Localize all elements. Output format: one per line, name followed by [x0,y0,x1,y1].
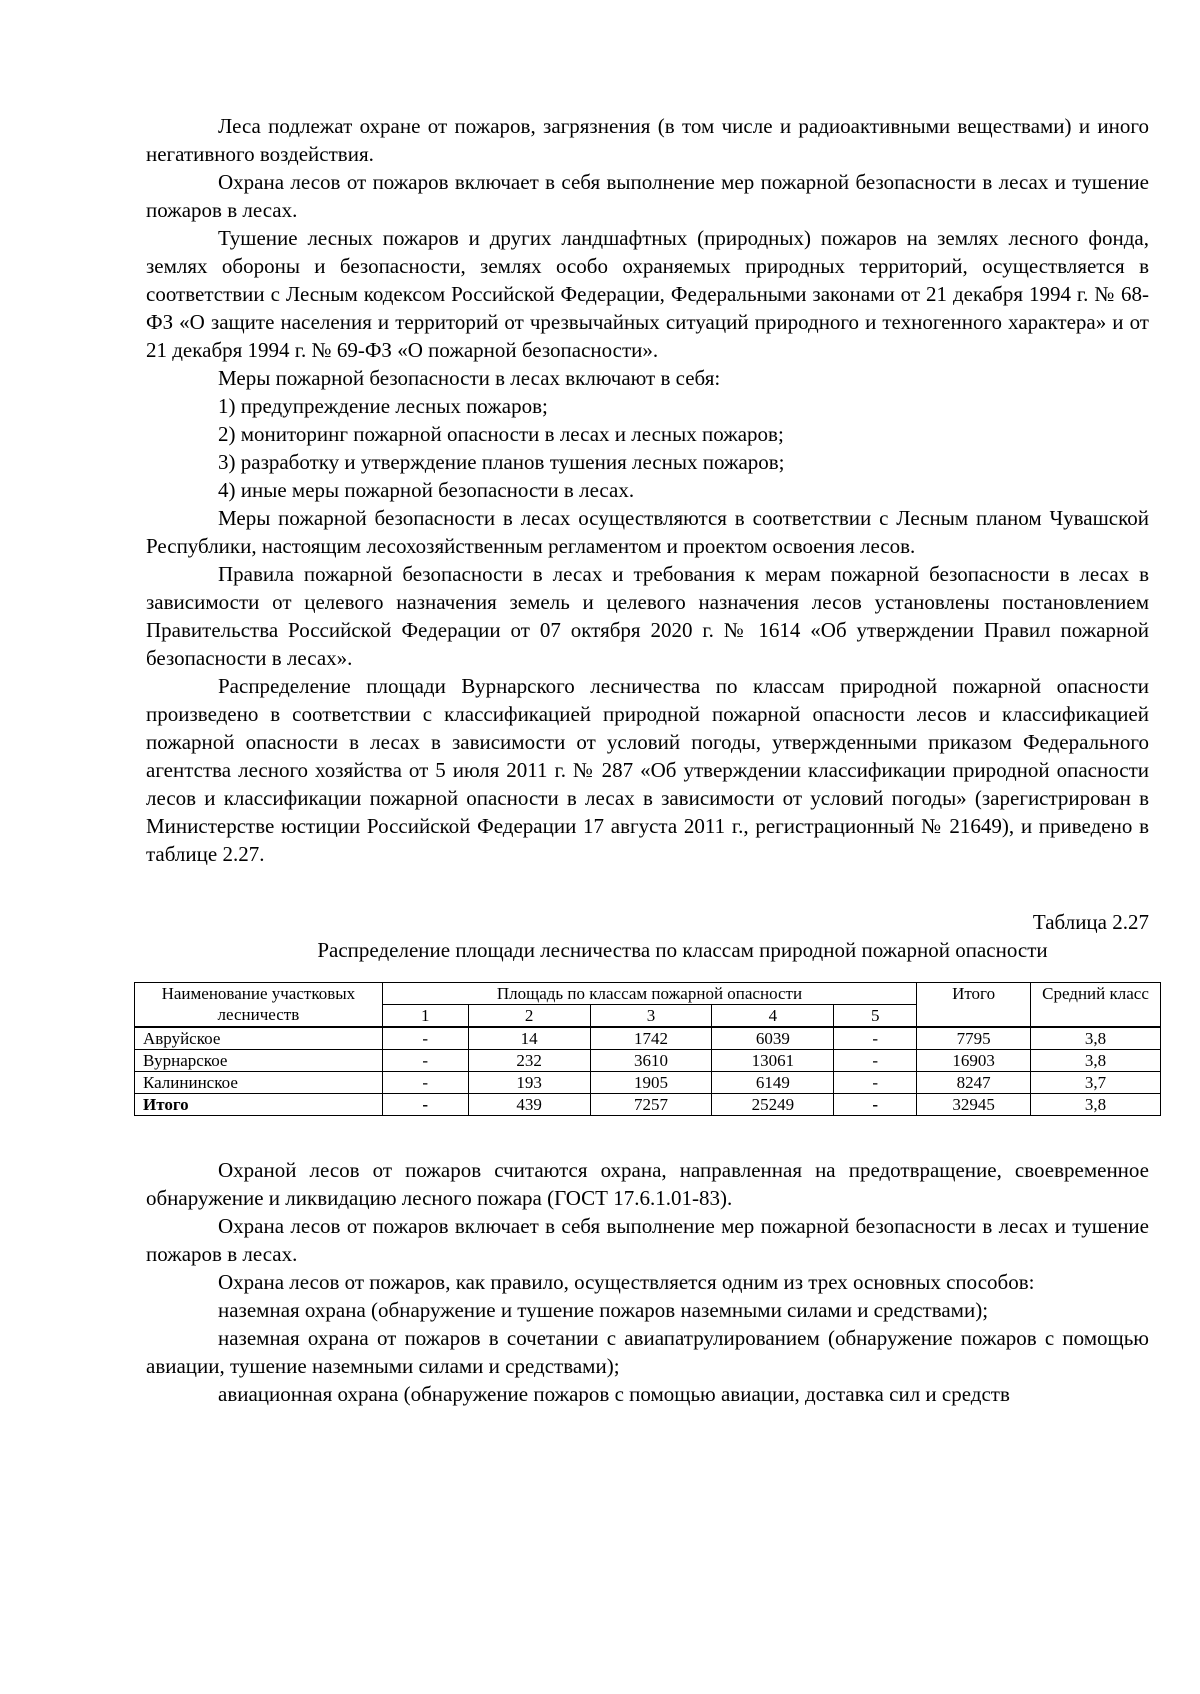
cell: - [382,1050,468,1072]
paragraph: Меры пожарной безопасности в лесах включают в себя: [218,366,721,390]
cell: - [382,1028,468,1050]
paragraph: наземная охрана (обнаружение и тушение пожаров наземными силами и средствами); [218,1298,989,1322]
list-item: 3) разработку и утверждение планов тушения лесных пожаров; [218,450,785,474]
cell: 439 [468,1094,590,1116]
paragraph: наземная охрана от пожаров в сочетании с авиапатрулированием (обнаружение пожаров с помощью авиации, тушение наземными силами и средствами); [146,1326,1149,1378]
paragraph: авиационная охрана (обнаружение пожаров с помощью авиации, доставка сил и средств [218,1382,1010,1406]
table-row [135,1072,1161,1094]
paragraph: Охрана лесов от пожаров включает в себя выполнение мер пожарной безопасности в лесах и тушение пожаров в лесах. [146,1214,1149,1266]
paragraph: Распределение площади Вурнарского лесничества по классам природной пожарной опасности произведено в соответствии с классификацией природной пожарной опасности лесов и классификацией пожарной опасности в лесах в зависимости от условий погоды, утвержденными приказом Федерального агентства лесного хозяйства от 5 июля 2011 г. № 287 «Об утверждении классификации природной опасности лесов и классификации пожарной опасности в лесах в зависимости от условий погоды» (зарегистрирован в Министерстве юстиции Российской Федерации 17 августа 2011 г., регистрационный № 21649), и приведено в таблице 2.27. [146,674,1149,866]
paragraph: Меры пожарной безопасности в лесах осуществляются в соответствии с Лесным планом Чувашской Республики, настоящим лесохозяйственным регламентом и проектом освоения лесов. [146,506,1149,558]
cell-avg: 3,7 [1031,1072,1161,1094]
cell: 232 [468,1050,590,1072]
header-class: 1 [382,1005,468,1027]
cell: 1905 [590,1072,712,1094]
cell-avg: 3,8 [1031,1050,1161,1072]
cell-avg: 3,8 [1031,1028,1161,1050]
cell-total: 32945 [917,1094,1031,1116]
table-row [135,1028,1161,1050]
header-total: Итого [917,983,1031,1027]
cell: - [834,1072,917,1094]
header-area-group: Площадь по классам пожарной опасности [382,983,916,1005]
header-class: 2 [468,1005,590,1027]
cell: - [834,1050,917,1072]
cell-total: 16903 [917,1050,1031,1072]
paragraph: Охрана лесов от пожаров, как правило, осуществляется одним из трех основных способов: [218,1270,1035,1294]
table-total-row [135,1094,1161,1116]
paragraph: Охрана лесов от пожаров включает в себя выполнение мер пожарной безопасности в лесах и тушение пожаров в лесах. [146,170,1149,222]
header-class: 3 [590,1005,712,1027]
table-header-row [135,983,1161,1005]
cell: 193 [468,1072,590,1094]
paragraph: Леса подлежат охране от пожаров, загрязнения (в том числе и радиоактивными веществами) и иного негативного воздействия. [146,114,1149,166]
list-item: 2) мониторинг пожарной опасности в лесах и лесных пожаров; [218,422,784,446]
cell-total: 7795 [917,1028,1031,1050]
header-name: Наименование участковых лесничеств [135,983,383,1027]
cell: 1742 [590,1028,712,1050]
section-after-table [146,1156,1149,1408]
cell: 6149 [712,1072,834,1094]
paragraph: Охраной лесов от пожаров считаются охрана, направленная на предотвращение, своевременное обнаружение и ликвидацию лесного пожара (ГОСТ 17.6.1.01-83). [146,1158,1149,1210]
table-number: Таблица 2.27 [1032,910,1149,934]
row-name: Вурнарское [135,1050,383,1072]
cell: - [834,1094,917,1116]
list-item: 4) иные меры пожарной безопасности в лесах. [218,478,635,502]
cell: 7257 [590,1094,712,1116]
cell-avg: 3,8 [1031,1094,1161,1116]
cell: 6039 [712,1028,834,1050]
document-page [143,112,1149,1408]
cell: 25249 [712,1094,834,1116]
row-name: Авруйское [135,1028,383,1050]
cell: - [382,1072,468,1094]
total-row-name: Итого [135,1094,383,1116]
table-row [135,1050,1161,1072]
header-avg-class: Средний класс [1031,983,1161,1027]
cell: 13061 [712,1050,834,1072]
list-item: 1) предупреждение лесных пожаров; [218,394,548,418]
paragraph: Правила пожарной безопасности в лесах и требования к мерам пожарной безопасности в лесах в зависимости от целевого назначения земель и целевого назначения лесов установлены постановлением Правительства Российской Федерации от 07 октября 2020 г. № 1614 «Об утверждении Правил пожарной безопасности в лесах». [146,562,1149,670]
cell: - [834,1028,917,1050]
cell: 3610 [590,1050,712,1072]
header-class: 5 [834,1005,917,1027]
header-class: 4 [712,1005,834,1027]
cell: 14 [468,1028,590,1050]
cell-total: 8247 [917,1072,1031,1094]
table-title: Распределение площади лесничества по классам природной пожарной опасности [317,938,1048,962]
paragraph: Тушение лесных пожаров и других ландшафтных (природных) пожаров на землях лесного фонда, землях обороны и безопасности, землях особо охраняемых природных территорий, осуществляется в соответствии с Лесным кодексом Российской Федерации, Федеральными законами от 21 декабря 1994 г. № 68-ФЗ «О защите населения и территорий от чрезвычайных ситуаций природного и техногенного характера» и от 21 декабря 1994 г. № 69-ФЗ «О пожарной безопасности». [146,226,1149,362]
cell: - [382,1094,468,1116]
row-name: Калининское [135,1072,383,1094]
fire-class-table [134,982,1161,1116]
